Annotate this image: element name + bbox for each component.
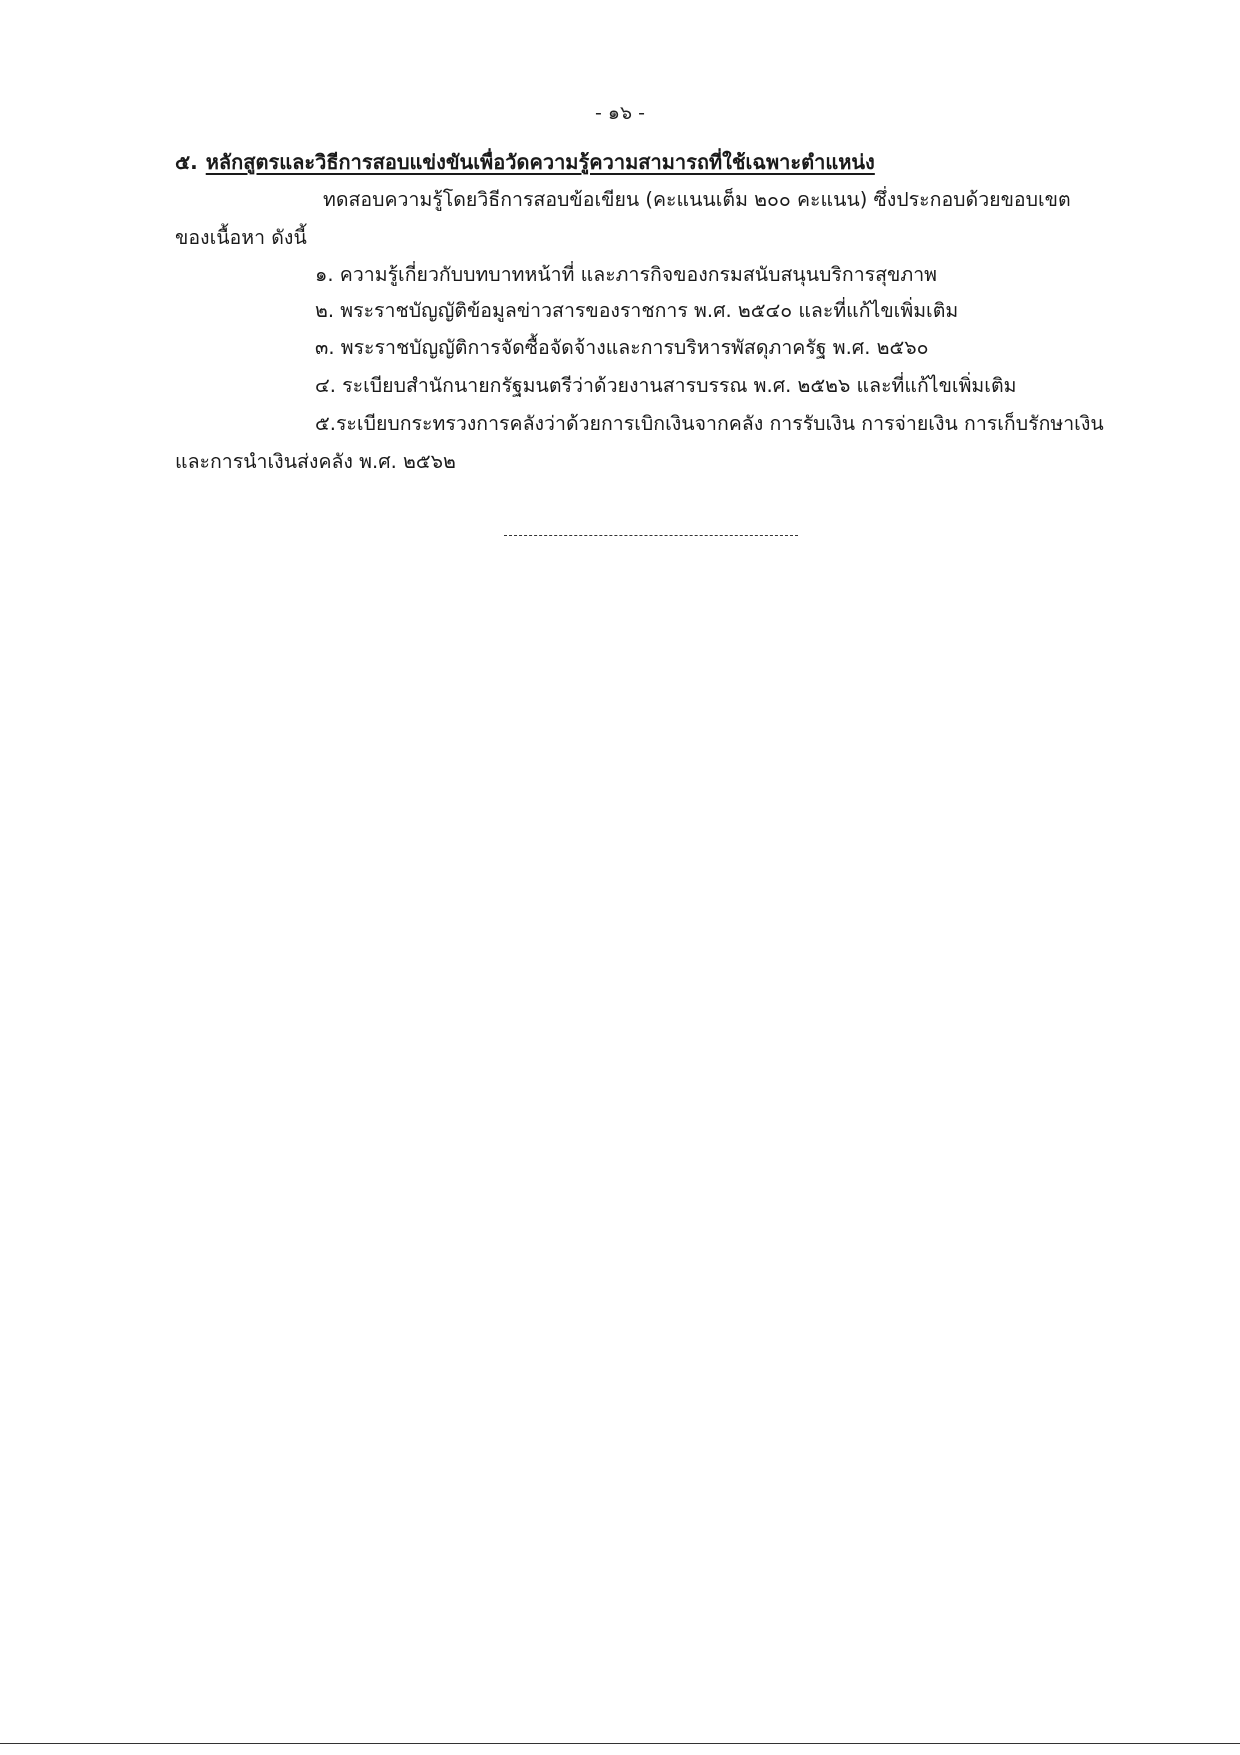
section-number: ๕.: [175, 150, 198, 174]
footer-rule: [0, 1743, 1240, 1744]
intro-paragraph-line-2: ของเนื้อหา ดังนี้: [175, 226, 307, 249]
section-heading: [175, 146, 875, 178]
list-item-3: ๓. พระราชบัญญัติการจัดซื้อจัดจ้างและการบริหารพัสดุภาครัฐ พ.ศ. ๒๕๖๐: [315, 336, 929, 359]
list-item-5-continuation: และการนำเงินส่งคลัง พ.ศ. ๒๕๖๒: [175, 450, 456, 473]
section-title: หลักสูตรและวิธีการสอบแข่งขันเพื่อวัดความรู้ความสามารถที่ใช้เฉพาะตำแหน่ง: [205, 150, 875, 174]
list-item-4: ๔. ระเบียบสำนักนายกรัฐมนตรีว่าด้วยงานสารบรรณ พ.ศ. ๒๕๒๖ และที่แก้ไขเพิ่มเติม: [315, 374, 1017, 397]
intro-paragraph-line-1: ทดสอบความรู้โดยวิธีการสอบข้อเขียน (คะแนนเต็ม ๒๐๐ คะแนน) ซึ่งประกอบด้วยขอบเขต: [323, 188, 1071, 211]
list-item-1: ๑. ความรู้เกี่ยวกับบทบาทหน้าที่ และภารกิจของกรมสนับสนุนบริการสุขภาพ: [315, 263, 938, 286]
page-number: - ๑๖ -: [595, 102, 645, 124]
list-item-5: ๕.ระเบียบกระทรวงการคลังว่าด้วยการเบิกเงินจากคลัง การรับเงิน การจ่ายเงิน การเก็บรักษาเงิน: [315, 412, 1104, 435]
end-divider: [504, 535, 798, 536]
list-item-2: ๒. พระราชบัญญัติข้อมูลข่าวสารของราชการ พ.ศ. ๒๕๔๐ และที่แก้ไขเพิ่มเติม: [315, 299, 959, 322]
